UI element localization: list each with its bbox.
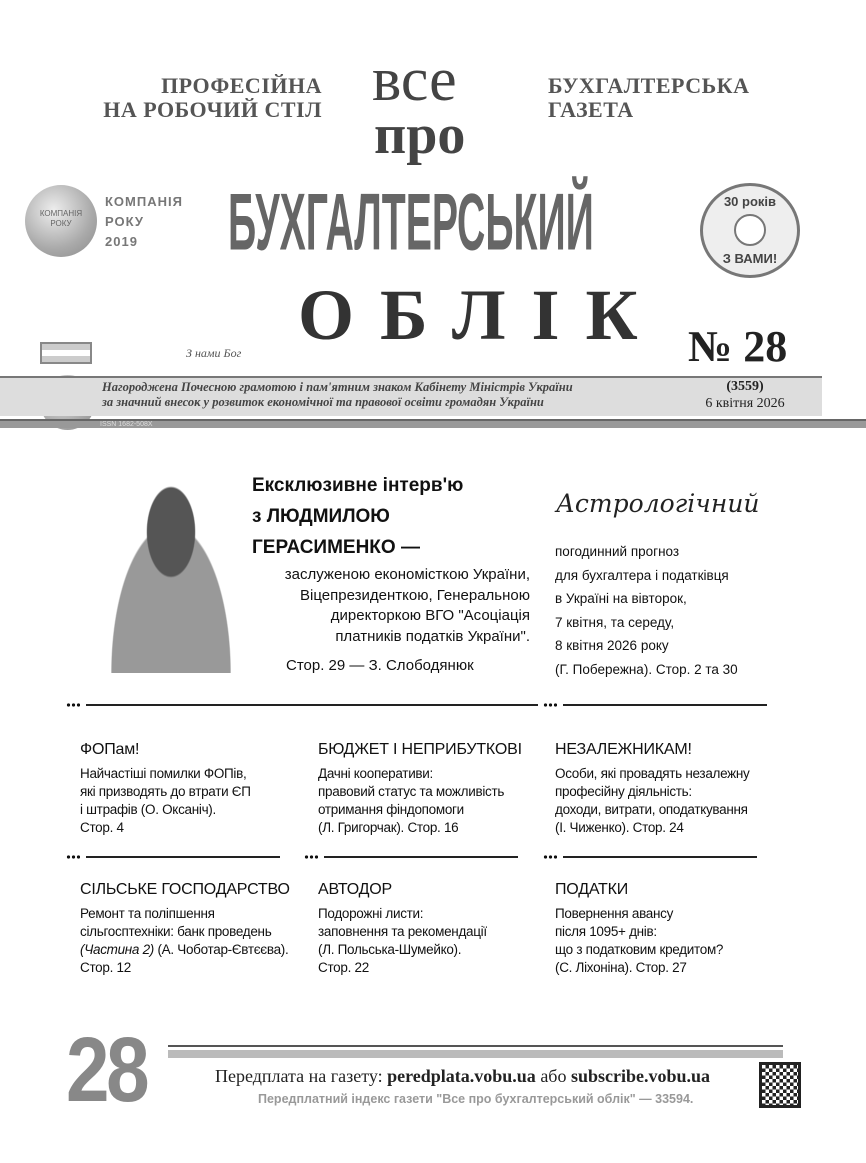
subscription-index: Передплатний індекс газети "Все про бухгалтерський облік" — 33594.: [258, 1092, 694, 1106]
subscribe-link-1[interactable]: peredplata.vobu.ua: [387, 1066, 536, 1086]
tagline-line: НА РОБОЧИЙ СТІЛ: [103, 97, 322, 122]
section-line: (І. Чиженко). Стор. 24: [555, 820, 684, 835]
motto: З нами Бог: [186, 346, 242, 360]
medal-text: КОМПАНІЯ: [39, 209, 83, 218]
divider: [66, 856, 280, 859]
section-line: сільгосптехніки: банк проведень: [80, 924, 272, 939]
or-text: або: [535, 1066, 571, 1086]
interview-name: з ЛЮДМИЛОЮ: [252, 506, 390, 527]
interview-line: директоркою ВГО "Асоціація: [330, 607, 530, 624]
section-title: ФОПам!: [80, 741, 140, 758]
divider: [543, 856, 757, 859]
qr-code-icon[interactable]: [759, 1062, 801, 1108]
tagline-line: ГАЗЕТА: [548, 97, 634, 122]
issn-strip: ISSN 1682-508X: [0, 419, 866, 428]
badge-bottom: З ВАМИ!: [722, 251, 778, 266]
interview-ref[interactable]: Стор. 29 — З. Слободянюк: [286, 657, 474, 674]
astro-line: в Україні на вівторок,: [555, 591, 687, 606]
section-line: (Л. Польська-Шумейко).: [318, 942, 462, 957]
astro-body[interactable]: [555, 540, 738, 681]
interview-body: [240, 565, 530, 647]
subscribe-link-2[interactable]: subscribe.vobu.ua: [570, 1066, 711, 1086]
astro-line: 7 квітня, та середу,: [555, 614, 675, 630]
section-independent[interactable]: [555, 740, 783, 837]
section-title: ПОДАТКИ: [555, 881, 629, 898]
footer-band: [168, 1050, 783, 1058]
section-line: після 1095+ днів:: [555, 924, 657, 939]
section-line: що з податковим кредитом?: [555, 942, 724, 957]
title-line1: БУХГАЛТЕРСЬКИЙ: [228, 177, 594, 267]
section-line: Повернення авансу: [555, 906, 674, 921]
section-title: БЮДЖЕТ І НЕПРИБУТКОВІ: [318, 741, 522, 758]
award-line: КОМПАНІЯ: [105, 194, 183, 209]
section-line: які призводять до втрати ЄП: [80, 784, 251, 799]
left-tagline: [100, 74, 322, 122]
section-line: (С. Ліхоніна). Стор. 27: [555, 960, 687, 975]
section-autodor[interactable]: [318, 880, 546, 977]
anniversary-badge: [700, 183, 800, 278]
title-line2: ОБЛІК: [298, 275, 664, 355]
section-line: Подорожні листи:: [318, 906, 424, 921]
logo-vse: все: [372, 46, 457, 114]
section-line: правовий статус та можливість: [318, 784, 505, 799]
interview-title: Ексклюзивне інтерв'ю: [252, 475, 464, 496]
honor-text: [102, 380, 573, 410]
footer-rule: [168, 1045, 783, 1047]
section-line: (Л. Григорчак). Стор. 16: [318, 820, 459, 835]
divider: [66, 704, 538, 707]
section-line: професійну діяльність:: [555, 784, 692, 799]
subscribe-line: [215, 1066, 710, 1087]
tagline-line: ПРОФЕСІЙНА: [161, 73, 322, 98]
section-line: Найчастіші помилки ФОПів,: [80, 766, 247, 781]
award-line: РОКУ: [105, 214, 144, 229]
interview-line: Віцепрезиденткою, Генеральною: [300, 586, 530, 604]
divider: [543, 704, 767, 707]
section-line: Стор. 4: [80, 820, 124, 835]
section-line: Особи, які провадять незалежну: [555, 766, 750, 781]
section-line: доходи, витрати, оподаткування: [555, 802, 748, 817]
subscribe-label: Передплата на газету:: [215, 1066, 388, 1086]
honor-line: Нагороджена Почесною грамотою і пам'ятним знаком Кабінету Міністрів України: [102, 380, 573, 394]
company-of-year-medal: [25, 185, 97, 257]
section-title: АВТОДОР: [318, 881, 392, 898]
section-line: Стор. 22: [318, 960, 369, 975]
astro-line: 8 квітня 2026 року: [555, 638, 669, 653]
medal-ribbon: [40, 342, 92, 364]
badge-top: 30 років: [723, 194, 777, 209]
issue-date: 6 квітня 2026: [705, 396, 785, 411]
award-line: 2019: [105, 234, 138, 249]
section-title: НЕЗАЛЕЖНИКАМ!: [555, 741, 692, 758]
interview-heading: [252, 470, 463, 563]
part-label: (Частина 2): [80, 942, 154, 957]
interview-line: платників податків України".: [335, 627, 530, 645]
section-line: і штрафів (О. Оксаніч).: [80, 802, 216, 817]
astro-line: (Г. Побережна). Стор. 2 та 30: [555, 661, 738, 677]
medal-text: РОКУ: [50, 219, 72, 228]
section-line: Дачні кооперативи:: [318, 766, 433, 781]
section-line: Стор. 12: [80, 960, 131, 975]
issue-total: (3559): [726, 379, 764, 394]
author: (А. Чоботар-Євтєєва).: [154, 942, 289, 957]
astro-heading: Астрологічний: [556, 489, 760, 518]
interview-photo: [95, 485, 247, 673]
logo-pro: про: [374, 104, 466, 166]
divider: [304, 856, 518, 859]
section-budget[interactable]: [318, 740, 546, 837]
section-fop[interactable]: [80, 740, 308, 837]
issue-info: [690, 378, 800, 412]
interview-line: заслуженою економісткою України,: [284, 566, 530, 583]
section-title: СІЛЬСЬКЕ ГОСПОДАРСТВО: [80, 881, 290, 898]
right-tagline: [548, 74, 750, 122]
smile-icon: [734, 214, 766, 246]
honor-line: за значний внесок у розвиток економічної та правової освіти громадян України: [102, 395, 544, 409]
section-taxes[interactable]: [555, 880, 783, 977]
section-line: заповнення та рекомендації: [318, 924, 487, 939]
section-agriculture[interactable]: [80, 880, 308, 977]
issue-number: № 28: [688, 322, 788, 371]
section-line: [80, 941, 308, 959]
interview-name: ГЕРАСИМЕНКО —: [252, 537, 420, 558]
astro-line: для бухгалтера і податківця: [555, 567, 729, 583]
section-line: отримання фіндопомоги: [318, 802, 464, 817]
astro-line: погодинний прогноз: [555, 544, 680, 559]
award-label: [105, 192, 183, 252]
issue-big-number: 28: [66, 1019, 147, 1121]
tagline-line: БУХГАЛТЕРСЬКА: [548, 73, 750, 98]
section-line: Ремонт та поліпшення: [80, 906, 215, 921]
